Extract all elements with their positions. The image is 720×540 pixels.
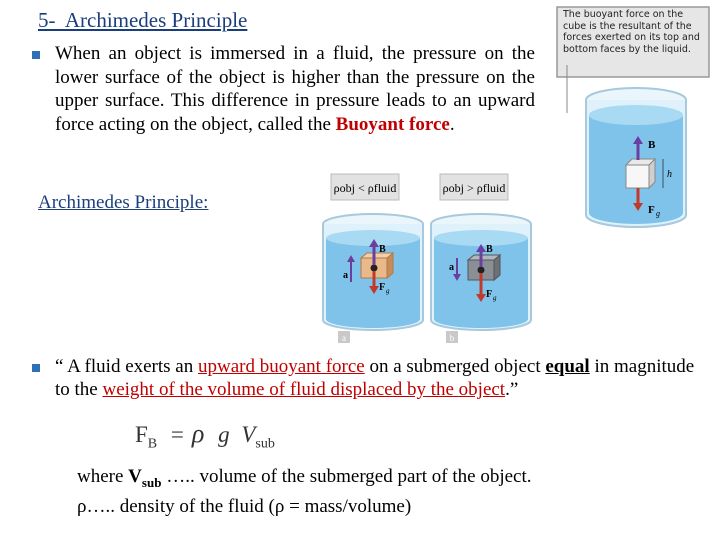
label-F: F	[648, 204, 655, 216]
archimedes-quote	[55, 355, 695, 401]
where-V: V	[128, 466, 142, 487]
section-subheading: Archimedes Principle:	[38, 192, 209, 213]
formula-F-sub: B	[147, 436, 158, 452]
tag-a-label: a	[342, 333, 346, 343]
formula-equals: =	[170, 422, 184, 447]
formula-rho: ρ	[191, 419, 205, 448]
block-b-center	[478, 267, 485, 274]
bullet-marker	[32, 51, 40, 59]
label-a-accel: a	[343, 270, 348, 281]
cube-front	[626, 165, 649, 188]
definition-density: ρ….. density of the fluid (ρ = mass/volume)	[77, 496, 412, 517]
quote-equal: equal	[545, 356, 590, 377]
label-g: g	[656, 209, 660, 218]
quote-close: .”	[505, 379, 519, 400]
block-a-top	[361, 253, 393, 258]
label-B: B	[648, 139, 656, 151]
block-a-center	[371, 265, 378, 272]
tag-b-label: b	[449, 333, 455, 343]
label-a-B: B	[379, 244, 386, 255]
formula-V-sub: sub	[255, 436, 275, 452]
buoyancy-formula	[135, 419, 275, 453]
bullet-marker-2	[32, 364, 40, 372]
page-title: 5- Archimedes Principle	[38, 8, 248, 32]
label-b-accel: a	[449, 262, 454, 273]
buoyant-force-term: Buoyant force	[335, 113, 450, 135]
definition-volume	[77, 466, 532, 491]
density-text-a: ρobj < ρfluid	[333, 181, 397, 195]
formula-V: V	[241, 422, 256, 447]
label-b-g: g	[493, 294, 497, 302]
formula-g: g	[218, 422, 230, 447]
cube-caption: The buoyant force on the cube is the resultant of the forces exerted on its top and bottom faces by the liquid.	[563, 9, 700, 55]
where-V-sub: sub	[141, 474, 162, 490]
label-b-B: B	[486, 244, 493, 255]
cube-in-fluid-figure	[553, 5, 711, 235]
label-b-F: F	[486, 289, 493, 300]
quote-weight-displaced: weight of the volume of fluid displaced by the object	[102, 379, 506, 400]
where-prefix: where	[77, 466, 129, 487]
label-h: h	[667, 169, 672, 180]
quote-upward-force: upward buoyant force	[198, 356, 365, 377]
liquid-surface	[589, 105, 683, 125]
quote-mid1: on a submerged object	[364, 356, 546, 377]
formula-F: F	[135, 422, 148, 447]
quote-open: “ A fluid exerts an	[55, 356, 198, 377]
intro-text: When an object is immersed in a fluid, the pressure on the lower surface of the object is higher than the pressure on the upper surface. This difference in pressure leads to an upward force acting on the object, called the	[55, 43, 535, 135]
quote-mid2: in magnitude to the	[55, 356, 695, 400]
beaker-b-surface	[434, 230, 528, 246]
two-beakers-figure	[305, 170, 537, 345]
intro-paragraph	[55, 42, 535, 136]
intro-period: .	[449, 113, 455, 135]
where-volume-text: ….. volume of the submerged part of the object.	[161, 466, 532, 487]
label-a-F: F	[379, 282, 386, 293]
label-a-g: g	[386, 287, 390, 295]
block-b-top	[468, 255, 500, 260]
density-text-b: ρobj > ρfluid	[442, 181, 506, 195]
